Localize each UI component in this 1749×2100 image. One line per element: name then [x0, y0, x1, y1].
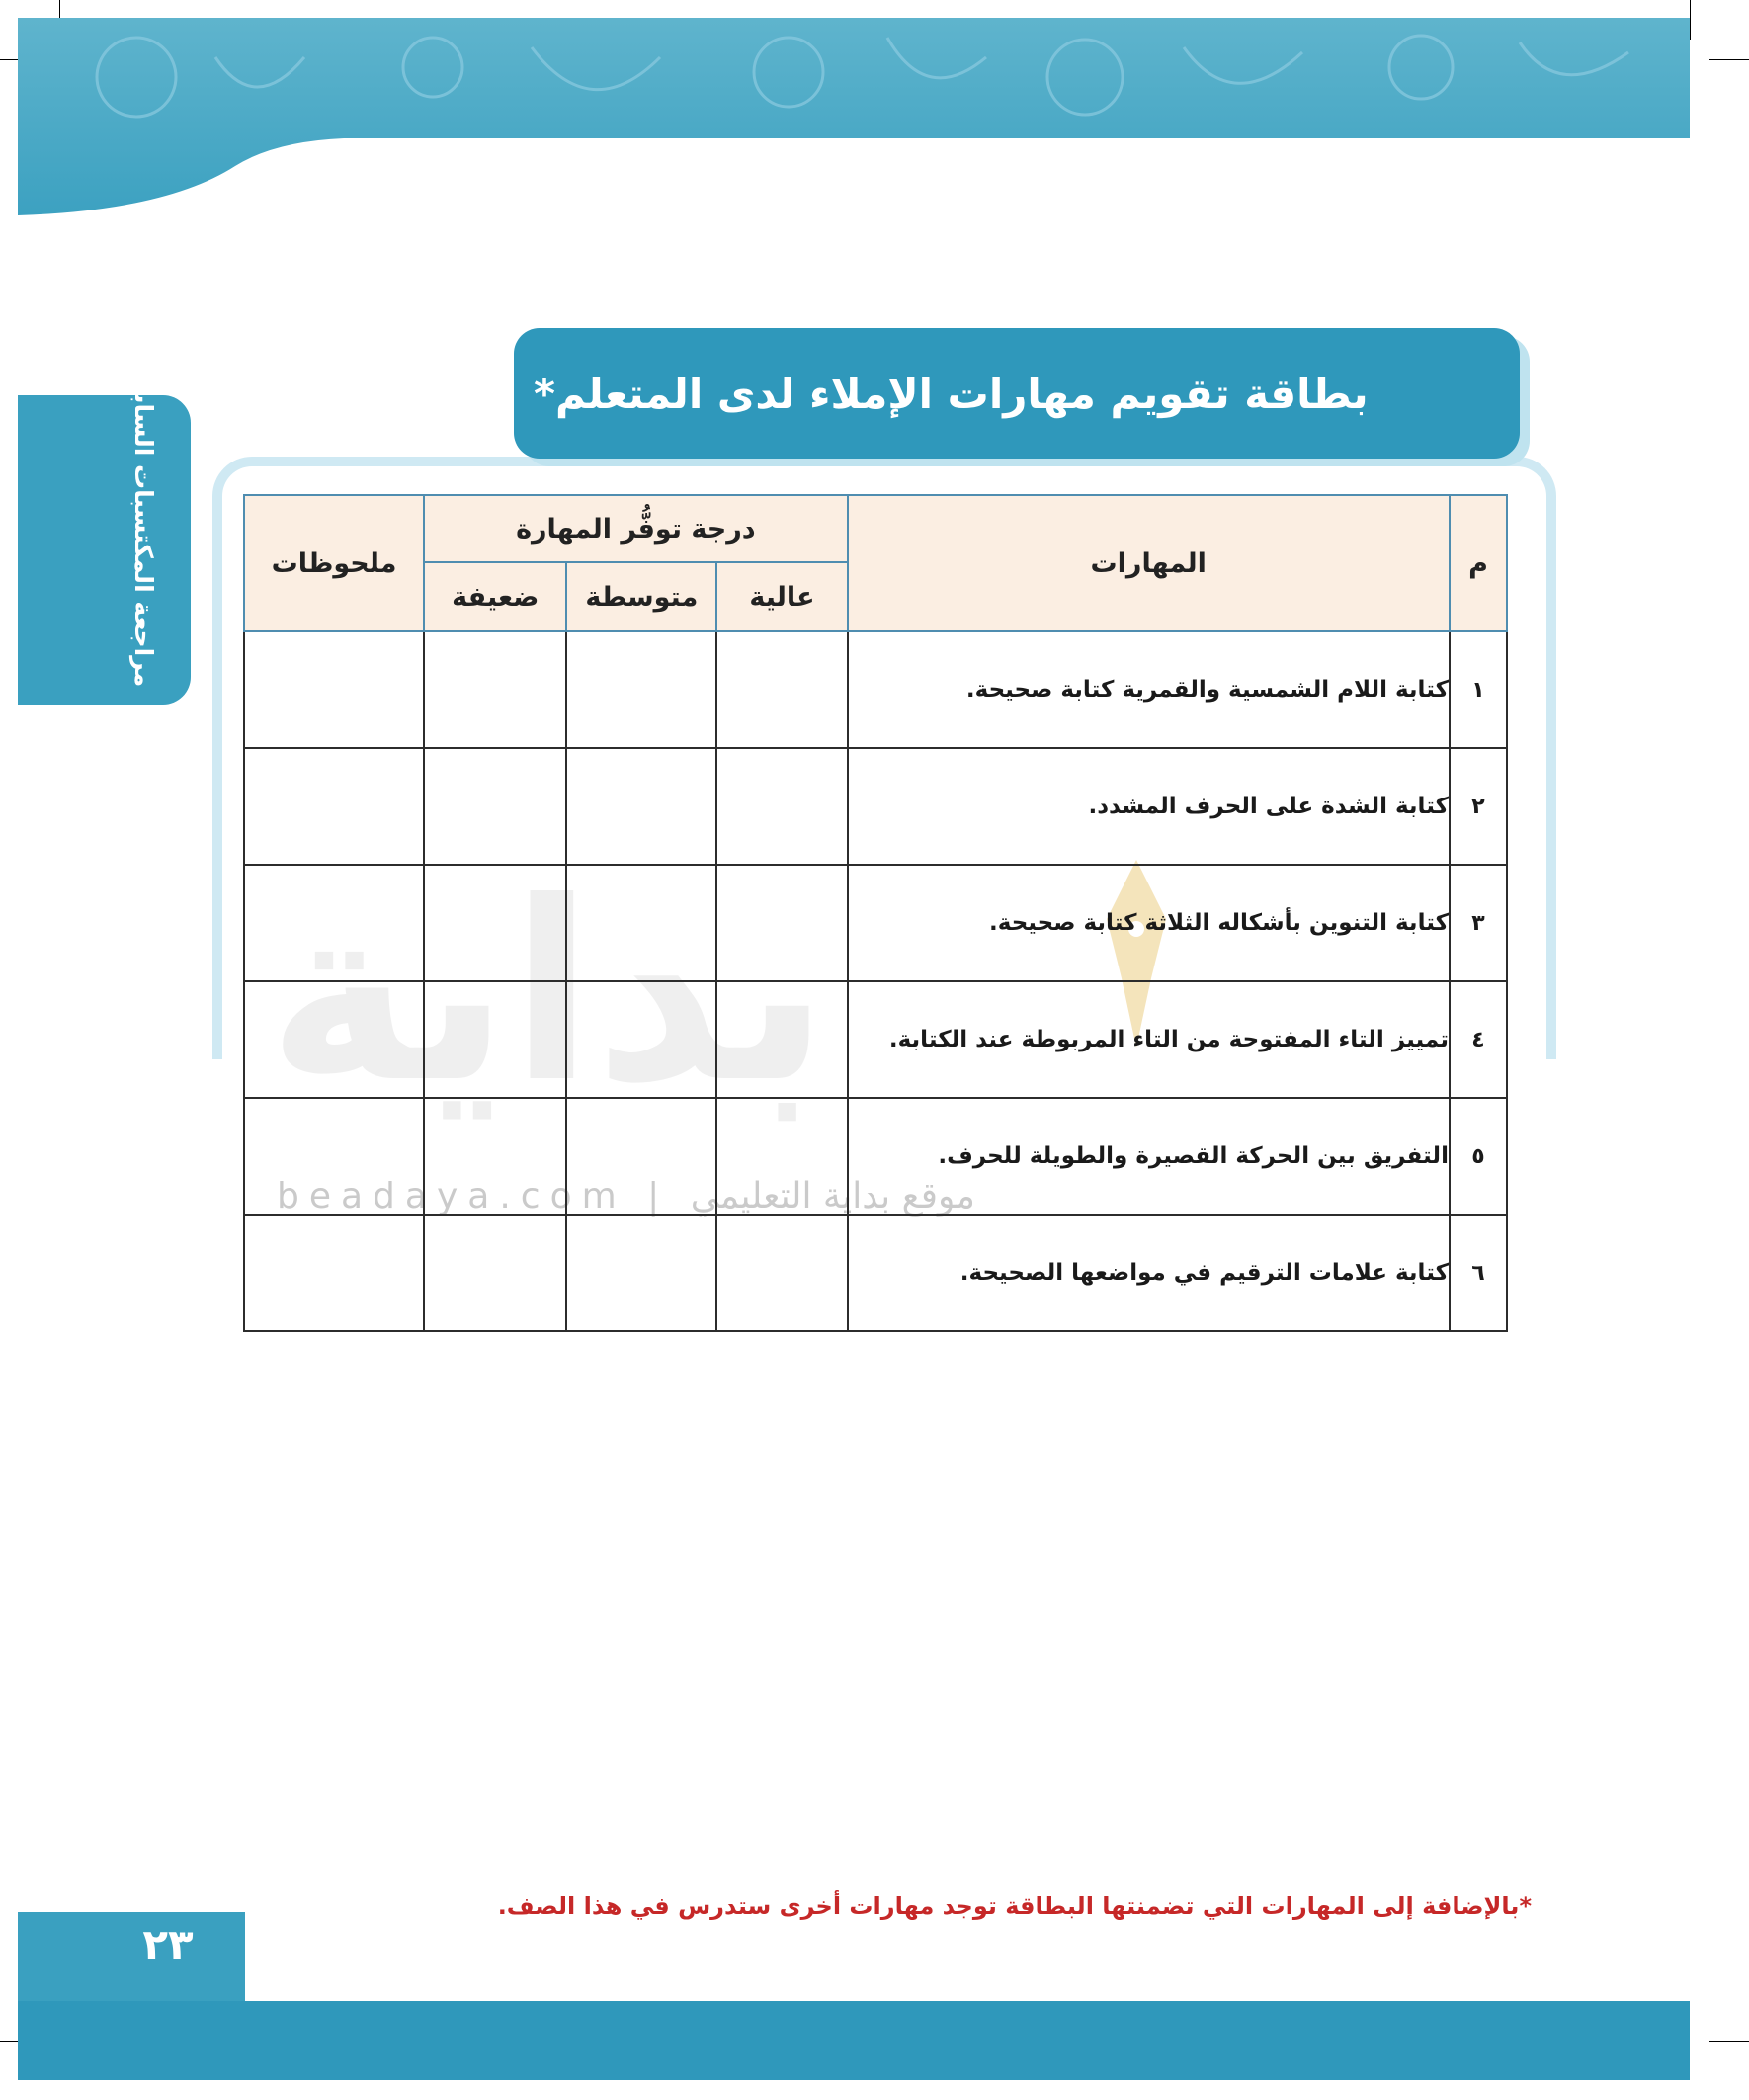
row-number: ١ — [1450, 631, 1507, 748]
row-skill: كتابة اللام الشمسية والقمرية كتابة صحيحة. — [848, 631, 1450, 748]
row-skill: التفريق بين الحركة القصيرة والطويلة للحرف. — [848, 1098, 1450, 1215]
row-number: ٦ — [1450, 1215, 1507, 1331]
cell-medium[interactable] — [566, 981, 716, 1098]
cell-low[interactable] — [424, 1098, 566, 1215]
side-tab-label: مراجعة المكتسبات السابقة — [129, 361, 158, 687]
cell-high[interactable] — [716, 865, 847, 981]
header-skills: المهارات — [848, 495, 1450, 631]
cell-low[interactable] — [424, 748, 566, 865]
table-row — [244, 631, 1507, 748]
table-header-row — [244, 495, 1507, 562]
row-skill: تمييز التاء المفتوحة من التاء المربوطة عند الكتابة. — [848, 981, 1450, 1098]
row-number: ٢ — [1450, 748, 1507, 865]
cell-low[interactable] — [424, 865, 566, 981]
cell-notes[interactable] — [244, 748, 424, 865]
header-degree: درجة توفُّر المهارة — [424, 495, 847, 562]
row-number: ٣ — [1450, 865, 1507, 981]
cell-medium[interactable] — [566, 865, 716, 981]
table-row — [244, 865, 1507, 981]
row-number: ٥ — [1450, 1098, 1507, 1215]
row-skill: كتابة التنوين بأشكاله الثلاثة كتابة صحيحة. — [848, 865, 1450, 981]
cell-high[interactable] — [716, 1098, 847, 1215]
cell-medium[interactable] — [566, 1098, 716, 1215]
table-row — [244, 981, 1507, 1098]
skills-table — [243, 494, 1508, 1332]
crop-mark — [1709, 2041, 1749, 2042]
cell-low[interactable] — [424, 631, 566, 748]
cell-medium[interactable] — [566, 1215, 716, 1331]
crop-mark — [1690, 0, 1691, 40]
header-low: ضعيفة — [424, 562, 566, 631]
cell-notes[interactable] — [244, 1098, 424, 1215]
footnote: *بالإضافة إلى المهارات التي تضمنتها البطاقة توجد مهارات أخرى ستدرس في هذا الصف. — [497, 1892, 1532, 1920]
cell-medium[interactable] — [566, 748, 716, 865]
header-notes: ملحوظات — [244, 495, 424, 631]
cell-notes[interactable] — [244, 865, 424, 981]
calligraphy-pattern — [18, 18, 1690, 227]
cell-low[interactable] — [424, 1215, 566, 1331]
cell-notes[interactable] — [244, 981, 424, 1098]
page-number: ٢٣ — [142, 1920, 194, 1969]
row-number: ٤ — [1450, 981, 1507, 1098]
header-high: عالية — [716, 562, 847, 631]
cell-notes[interactable] — [244, 1215, 424, 1331]
header-number: م — [1450, 495, 1507, 631]
top-banner — [18, 18, 1690, 227]
table-row — [244, 1215, 1507, 1331]
watermark-logo: بداية — [267, 849, 830, 1136]
row-skill: كتابة علامات الترقيم في مواضعها الصحيحة. — [848, 1215, 1450, 1331]
cell-high[interactable] — [716, 981, 847, 1098]
crop-mark — [1709, 59, 1749, 60]
cell-high[interactable] — [716, 631, 847, 748]
bottom-bar — [18, 2001, 1690, 2080]
cell-low[interactable] — [424, 981, 566, 1098]
watermark-url: beadaya.com | موقع بداية التعليمي — [277, 1176, 975, 1217]
page-title: بطاقة تقويم مهارات الإملاء لدى المتعلم* — [534, 369, 1369, 418]
cell-high[interactable] — [716, 748, 847, 865]
table-row — [244, 1098, 1507, 1215]
cell-medium[interactable] — [566, 631, 716, 748]
cell-high[interactable] — [716, 1215, 847, 1331]
row-skill: كتابة الشدة على الحرف المشدد. — [848, 748, 1450, 865]
header-medium: متوسطة — [566, 562, 716, 631]
cell-notes[interactable] — [244, 631, 424, 748]
table-row — [244, 748, 1507, 865]
